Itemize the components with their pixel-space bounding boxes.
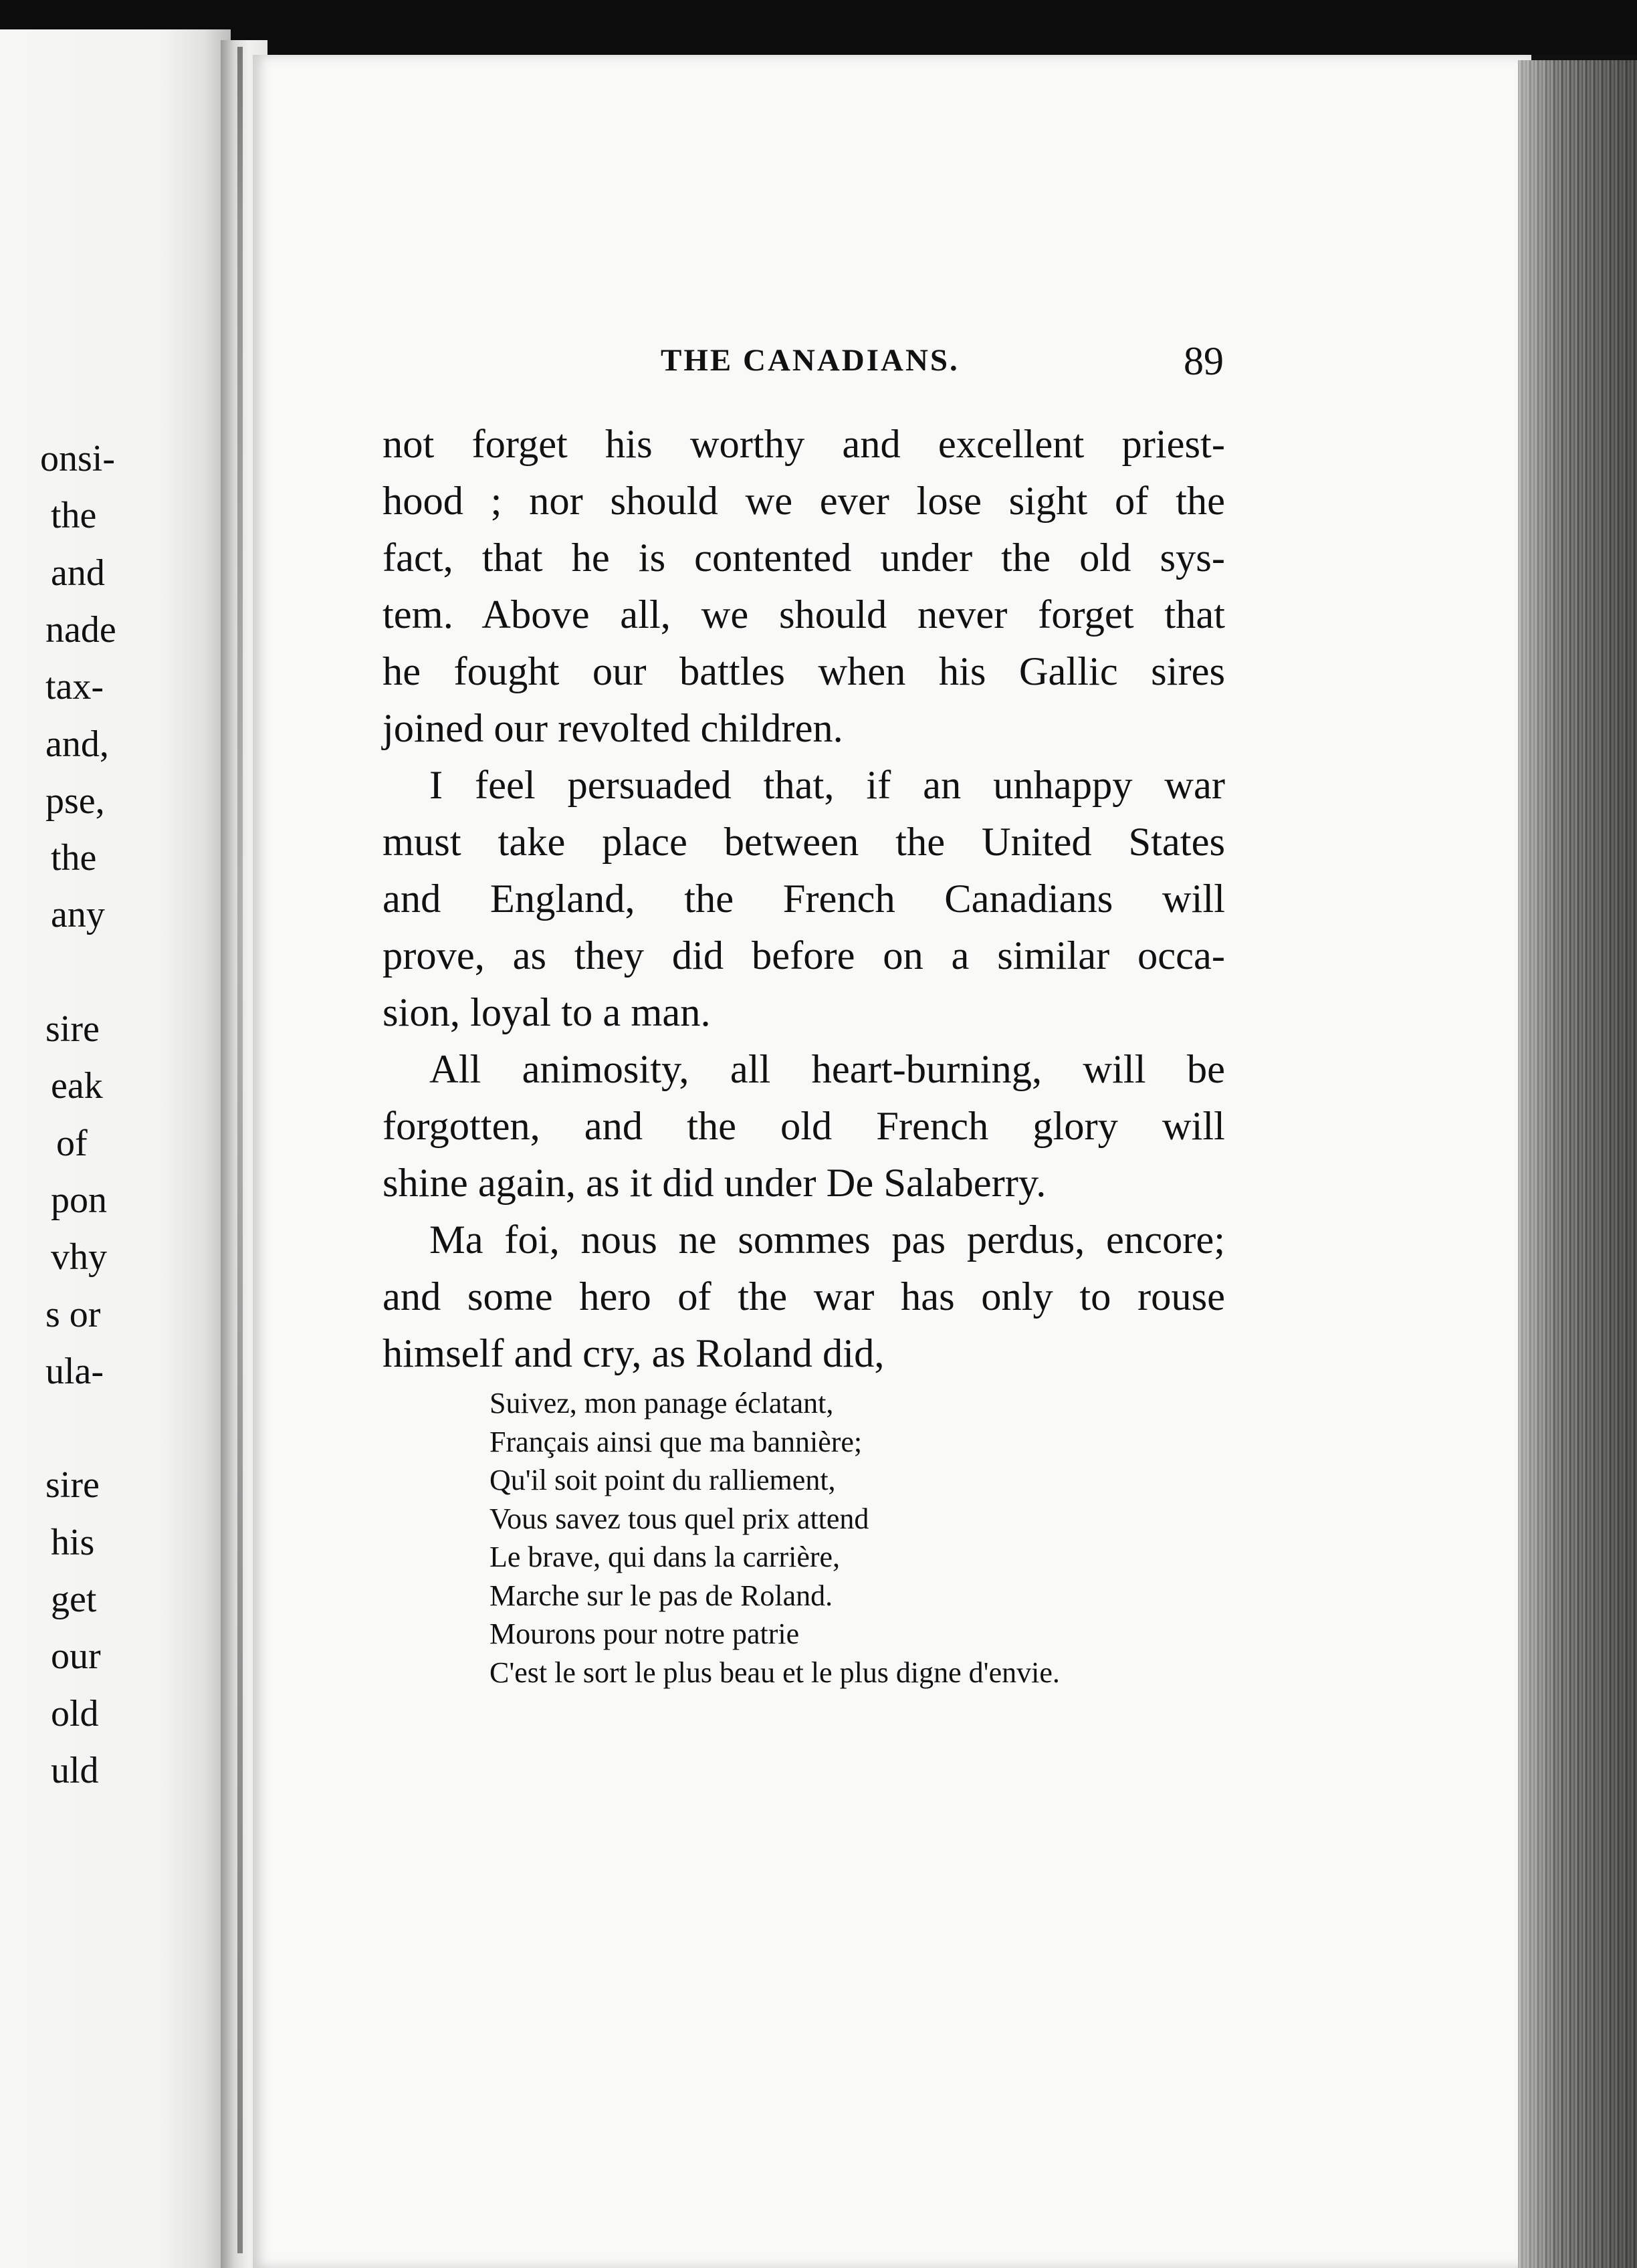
paragraph-line: he fought our battles when his Gallic sires bbox=[383, 649, 1225, 694]
left-page-fragment: and bbox=[51, 552, 105, 594]
gutter-shadow-line bbox=[237, 47, 243, 2253]
left-page-fragment: old bbox=[51, 1692, 99, 1734]
verse-line: Le brave, qui dans la carrière, bbox=[489, 1541, 841, 1573]
left-page-fragment: eak bbox=[51, 1065, 103, 1107]
left-page-fragment: sire bbox=[45, 1464, 100, 1506]
paragraph-line: shine again, as it did under De Salaberry. bbox=[383, 1161, 1047, 1206]
left-page-fragment: get bbox=[51, 1579, 97, 1620]
verse-line: Suivez, mon panage éclatant, bbox=[489, 1387, 834, 1420]
left-page-fragment: uld bbox=[51, 1749, 99, 1791]
paragraph-line: must take place between the United States bbox=[383, 820, 1225, 865]
paragraph-line: sion, loyal to a man. bbox=[383, 990, 711, 1035]
paragraph-line: All animosity, all heart-burning, will be bbox=[429, 1047, 1225, 1092]
left-page-fragment: ula- bbox=[45, 1350, 104, 1392]
paragraph-line: Ma foi, nous ne sommes pas perdus, encore; bbox=[429, 1218, 1225, 1262]
verse-line: Qu'il soit point du ralliement, bbox=[489, 1464, 836, 1496]
left-page-fragment: vhy bbox=[51, 1236, 107, 1278]
paragraph-line: himself and cry, as Roland did, bbox=[383, 1331, 885, 1376]
paragraph-line: I feel persuaded that, if an unhappy war bbox=[429, 763, 1225, 808]
left-page-text-fragments bbox=[0, 29, 231, 2268]
verse-quotation bbox=[489, 1384, 1225, 1692]
left-facing-page bbox=[0, 29, 231, 2268]
verse-line: Mourons pour notre patrie bbox=[489, 1617, 800, 1650]
left-page-fragment: and, bbox=[45, 723, 109, 765]
left-page-fragment: our bbox=[51, 1635, 101, 1678]
left-page-fragment: of bbox=[56, 1122, 88, 1164]
left-page-fragment: the bbox=[51, 837, 97, 879]
left-page-fragment: his bbox=[51, 1521, 95, 1563]
paragraph-line: tem. Above all, we should never forget that bbox=[383, 592, 1225, 637]
verse-line: Marche sur le pas de Roland. bbox=[489, 1579, 833, 1612]
page-block-edge-shade bbox=[1518, 60, 1637, 2268]
verse-line: C'est le sort le plus beau et le plus digne d'envie. bbox=[489, 1656, 1060, 1689]
left-page-fragment: s or bbox=[45, 1293, 101, 1335]
paragraph-line: and some hero of the war has only to rouse bbox=[383, 1274, 1225, 1319]
paragraph-line: hood ; nor should we ever lose sight of the bbox=[383, 479, 1225, 524]
paragraph-line: and England, the French Canadians will bbox=[383, 877, 1225, 921]
paragraph-line: prove, as they did before on a similar occa- bbox=[383, 933, 1225, 978]
left-page-fragment: the bbox=[51, 495, 97, 537]
body-text bbox=[383, 416, 1225, 1382]
left-page-fragment: nade bbox=[45, 608, 116, 651]
left-page-fragment: onsi- bbox=[40, 438, 115, 479]
left-page-fragment: pse, bbox=[45, 780, 105, 822]
paragraph-line: forgotten, and the old French glory will bbox=[383, 1104, 1225, 1149]
page-number: 89 bbox=[1184, 339, 1224, 383]
paragraph-line: joined our revolted children. bbox=[383, 706, 843, 751]
paragraph-line: fact, that he is contented under the old sys- bbox=[383, 536, 1225, 580]
left-page-fragment: sire bbox=[45, 1008, 100, 1050]
verse-line: Français ainsi que ma bannière; bbox=[489, 1425, 863, 1458]
running-head: THE CANADIANS. bbox=[661, 343, 960, 378]
left-page-fragment: any bbox=[51, 894, 105, 936]
verse-line: Vous savez tous quel prix attend bbox=[489, 1502, 869, 1535]
left-page-fragment: tax- bbox=[45, 666, 104, 708]
left-page-fragment: pon bbox=[51, 1179, 107, 1221]
paragraph-line: not forget his worthy and excellent priest- bbox=[383, 422, 1225, 467]
